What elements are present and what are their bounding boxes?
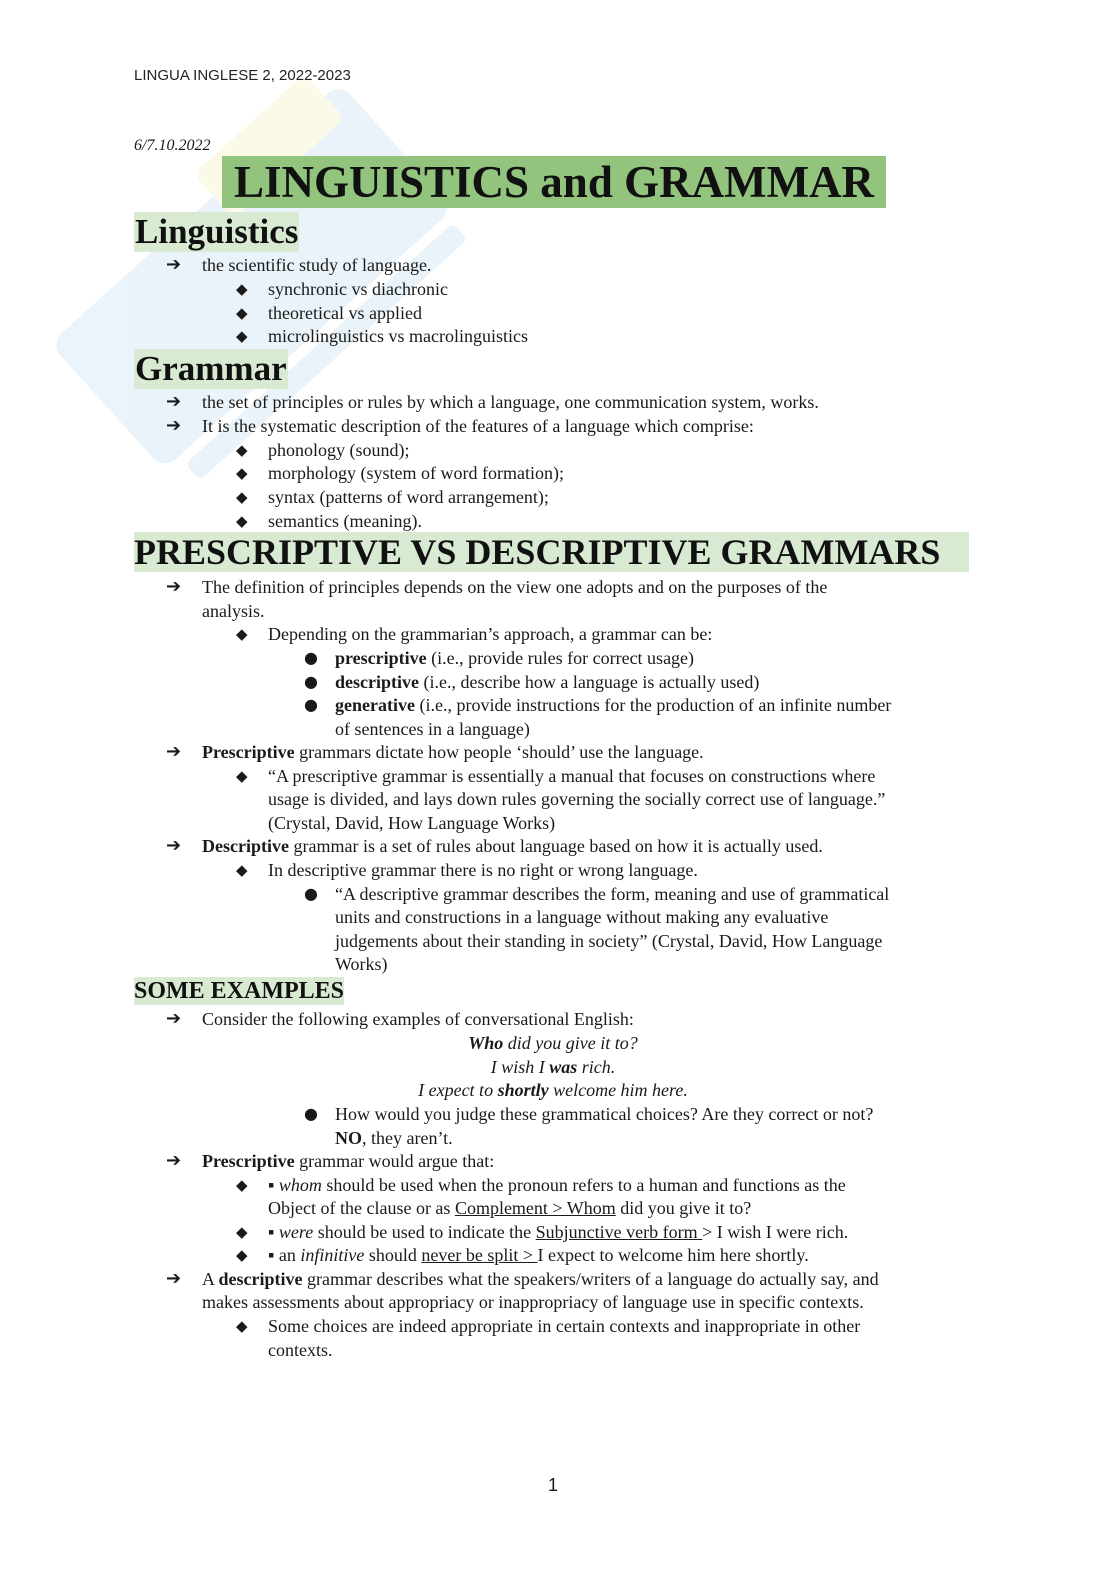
heading-prescriptive-vs-descriptive: PRESCRIPTIVE VS DESCRIPTIVE GRAMMARS xyxy=(134,532,969,572)
underlined-text: never be split > xyxy=(421,1245,538,1265)
sentence-text: I expect to xyxy=(418,1080,498,1100)
definition-line: The definition of principles depends on the view one adopts and on the purposes of the xyxy=(202,577,828,597)
term-description: (i.e., provide rules for correct usage) xyxy=(426,648,695,668)
prescriptive-statement xyxy=(202,740,704,764)
diamond-bullet-icon: ◆ xyxy=(236,1223,248,1241)
list-item: syntax (patterns of word arrangement); xyxy=(268,487,549,507)
document-header: LINGUA INGLESE 2, 2022-2023 xyxy=(134,67,351,84)
diamond-bullet-icon: ◆ xyxy=(236,1317,248,1335)
grammar-type-item xyxy=(335,693,891,717)
diamond-bullet-icon: ◆ xyxy=(236,280,248,298)
descriptive-argument xyxy=(202,1267,879,1291)
statement-text: grammar is a set of rules about language based on how it is actually used. xyxy=(288,836,823,856)
grammar-systematic: It is the systematic description of the features of a language which comprise: xyxy=(202,416,754,436)
diamond-bullet-icon: ◆ xyxy=(236,327,248,345)
quote-line: Works) xyxy=(335,954,388,974)
underlined-text: Subjunctive verb form xyxy=(535,1222,703,1242)
answer-line xyxy=(335,1126,453,1150)
emphasis: Who xyxy=(468,1033,504,1053)
grammar-definition: the set of principles or rules by which a language, one communication system, works. xyxy=(202,392,819,412)
emphasis: shortly xyxy=(497,1080,549,1100)
arrow-bullet-icon: ➔ xyxy=(166,415,182,436)
sentence-text: rich. xyxy=(577,1057,616,1077)
arrow-bullet-icon: ➔ xyxy=(166,1008,182,1029)
statement-text: grammars dictate how people ‘should’ use the language. xyxy=(294,742,704,762)
list-item: phonology (sound); xyxy=(268,440,410,460)
heading-some-examples: SOME EXAMPLES xyxy=(134,978,345,1004)
term: Descriptive xyxy=(202,836,289,856)
emphasis: was xyxy=(549,1057,578,1077)
final-line: Some choices are indeed appropriate in certain contexts and inappropriate in other xyxy=(268,1316,861,1336)
arrow-bullet-icon: ➔ xyxy=(166,1150,182,1171)
diamond-bullet-icon: ◆ xyxy=(236,767,248,785)
arrow-bullet-icon: ➔ xyxy=(166,1268,182,1289)
list-item: theoretical vs applied xyxy=(268,303,422,323)
rule-text: I expect to welcome him here shortly. xyxy=(537,1245,809,1265)
quote-line: judgements about their standing in society” (Crystal, David, How Language xyxy=(335,931,883,951)
dot-bullet-icon: ● xyxy=(304,884,318,903)
arrow-bullet-icon: ➔ xyxy=(166,835,182,856)
rule-marker: ▪ an xyxy=(268,1245,301,1265)
grammar-type-continuation: of sentences in a language) xyxy=(335,719,530,739)
rule-text: should be used to indicate the xyxy=(313,1222,536,1242)
statement-text: grammar describes what the speakers/writers of a language do actually say, and xyxy=(302,1269,879,1289)
rule-keyword: infinitive xyxy=(300,1245,365,1265)
diamond-bullet-icon: ◆ xyxy=(236,304,248,322)
prescriptive-argument xyxy=(202,1149,494,1173)
sentence-text: I wish I xyxy=(490,1057,550,1077)
rule-marker: ▪ xyxy=(268,1175,279,1195)
term: Prescriptive xyxy=(202,1151,295,1171)
date: 6/7.10.2022 xyxy=(134,137,211,154)
dot-bullet-icon: ● xyxy=(304,648,318,667)
term: generative xyxy=(335,695,415,715)
list-item: synchronic vs diachronic xyxy=(268,279,448,299)
grammar-type-item xyxy=(335,670,759,694)
rule-line xyxy=(268,1220,848,1244)
diamond-bullet-icon: ◆ xyxy=(236,625,248,643)
rule-text: > I wish I were rich. xyxy=(702,1222,849,1242)
quote-line: “A descriptive grammar describes the form, meaning and use of grammatical xyxy=(335,884,890,904)
diamond-bullet-icon: ◆ xyxy=(236,861,248,879)
definition-line: analysis. xyxy=(202,601,265,621)
underlined-text: Complement > Whom xyxy=(454,1198,616,1218)
rule-text: should xyxy=(364,1245,422,1265)
term: prescriptive xyxy=(335,648,427,668)
descriptive-statement xyxy=(202,834,823,858)
arrow-bullet-icon: ➔ xyxy=(166,254,182,275)
rule-marker: ▪ xyxy=(268,1222,279,1242)
sentence-text: welcome him here. xyxy=(548,1080,688,1100)
rule-line xyxy=(268,1243,809,1267)
example-sentence xyxy=(0,1078,1106,1102)
list-item: semantics (meaning). xyxy=(268,511,422,531)
dot-bullet-icon: ● xyxy=(304,695,318,714)
descriptive-sub: In descriptive grammar there is no right or wrong language. xyxy=(268,860,698,880)
diamond-bullet-icon: ◆ xyxy=(236,441,248,459)
answer-text: , they aren’t. xyxy=(362,1128,453,1148)
rule-keyword: were xyxy=(278,1222,314,1242)
diamond-bullet-icon: ◆ xyxy=(236,1246,248,1264)
term-description: (i.e., provide instructions for the production of an infinite number xyxy=(414,695,892,715)
rule-keyword: whom xyxy=(278,1175,322,1195)
question-line: How would you judge these grammatical choices? Are they correct or not? xyxy=(335,1104,874,1124)
arrow-bullet-icon: ➔ xyxy=(166,391,182,412)
descriptive-argument-cont: makes assessments about appropriacy or inappropriacy of language use in specific contexts. xyxy=(202,1292,864,1312)
dot-bullet-icon: ● xyxy=(304,1104,318,1123)
term: descriptive xyxy=(218,1269,303,1289)
example-sentence xyxy=(0,1031,1106,1055)
term: Prescriptive xyxy=(202,742,295,762)
example-sentence xyxy=(0,1055,1106,1079)
rule-text: did you give it to? xyxy=(615,1198,752,1218)
emphasis: NO xyxy=(335,1128,362,1148)
list-item: microlinguistics vs macrolinguistics xyxy=(268,326,528,346)
diamond-bullet-icon: ◆ xyxy=(236,464,248,482)
quote-line: “A prescriptive grammar is essentially a manual that focuses on constructions where xyxy=(268,766,876,786)
arrow-bullet-icon: ➔ xyxy=(166,741,182,762)
quote-line: usage is divided, and lays down rules governing the socially correct use of language.” xyxy=(268,789,886,809)
rule-text: should be used when the pronoun refers to a human and functions as the xyxy=(321,1175,846,1195)
list-item: morphology (system of word formation); xyxy=(268,463,564,483)
sentence-text: did you give it to? xyxy=(503,1033,638,1053)
grammar-type-item xyxy=(335,646,694,670)
page-number: 1 xyxy=(548,1475,559,1495)
final-line: contexts. xyxy=(268,1340,333,1360)
page-title: LINGUISTICS and GRAMMAR xyxy=(222,156,886,208)
term: descriptive xyxy=(335,672,419,692)
diamond-bullet-icon: ◆ xyxy=(236,512,248,530)
term-description: (i.e., describe how a language is actually used) xyxy=(418,672,760,692)
diamond-bullet-icon: ◆ xyxy=(236,1176,248,1194)
heading-grammar: Grammar xyxy=(135,349,287,388)
approach-line: Depending on the grammarian’s approach, a grammar can be: xyxy=(268,624,713,644)
linguistics-definition: the scientific study of language. xyxy=(202,255,432,275)
statement-text: A xyxy=(202,1269,219,1289)
quote-line: units and constructions in a language without making any evaluative xyxy=(335,907,829,927)
statement-text: grammar would argue that: xyxy=(294,1151,495,1171)
quote-line: (Crystal, David, How Language Works) xyxy=(268,813,556,833)
heading-linguistics: Linguistics xyxy=(135,212,299,251)
examples-intro: Consider the following examples of conversational English: xyxy=(202,1009,634,1029)
rule-text: Object of the clause or as xyxy=(268,1198,455,1218)
arrow-bullet-icon: ➔ xyxy=(166,576,182,597)
rule-line xyxy=(268,1196,751,1220)
diamond-bullet-icon: ◆ xyxy=(236,488,248,506)
rule-line xyxy=(268,1173,846,1197)
dot-bullet-icon: ● xyxy=(304,672,318,691)
